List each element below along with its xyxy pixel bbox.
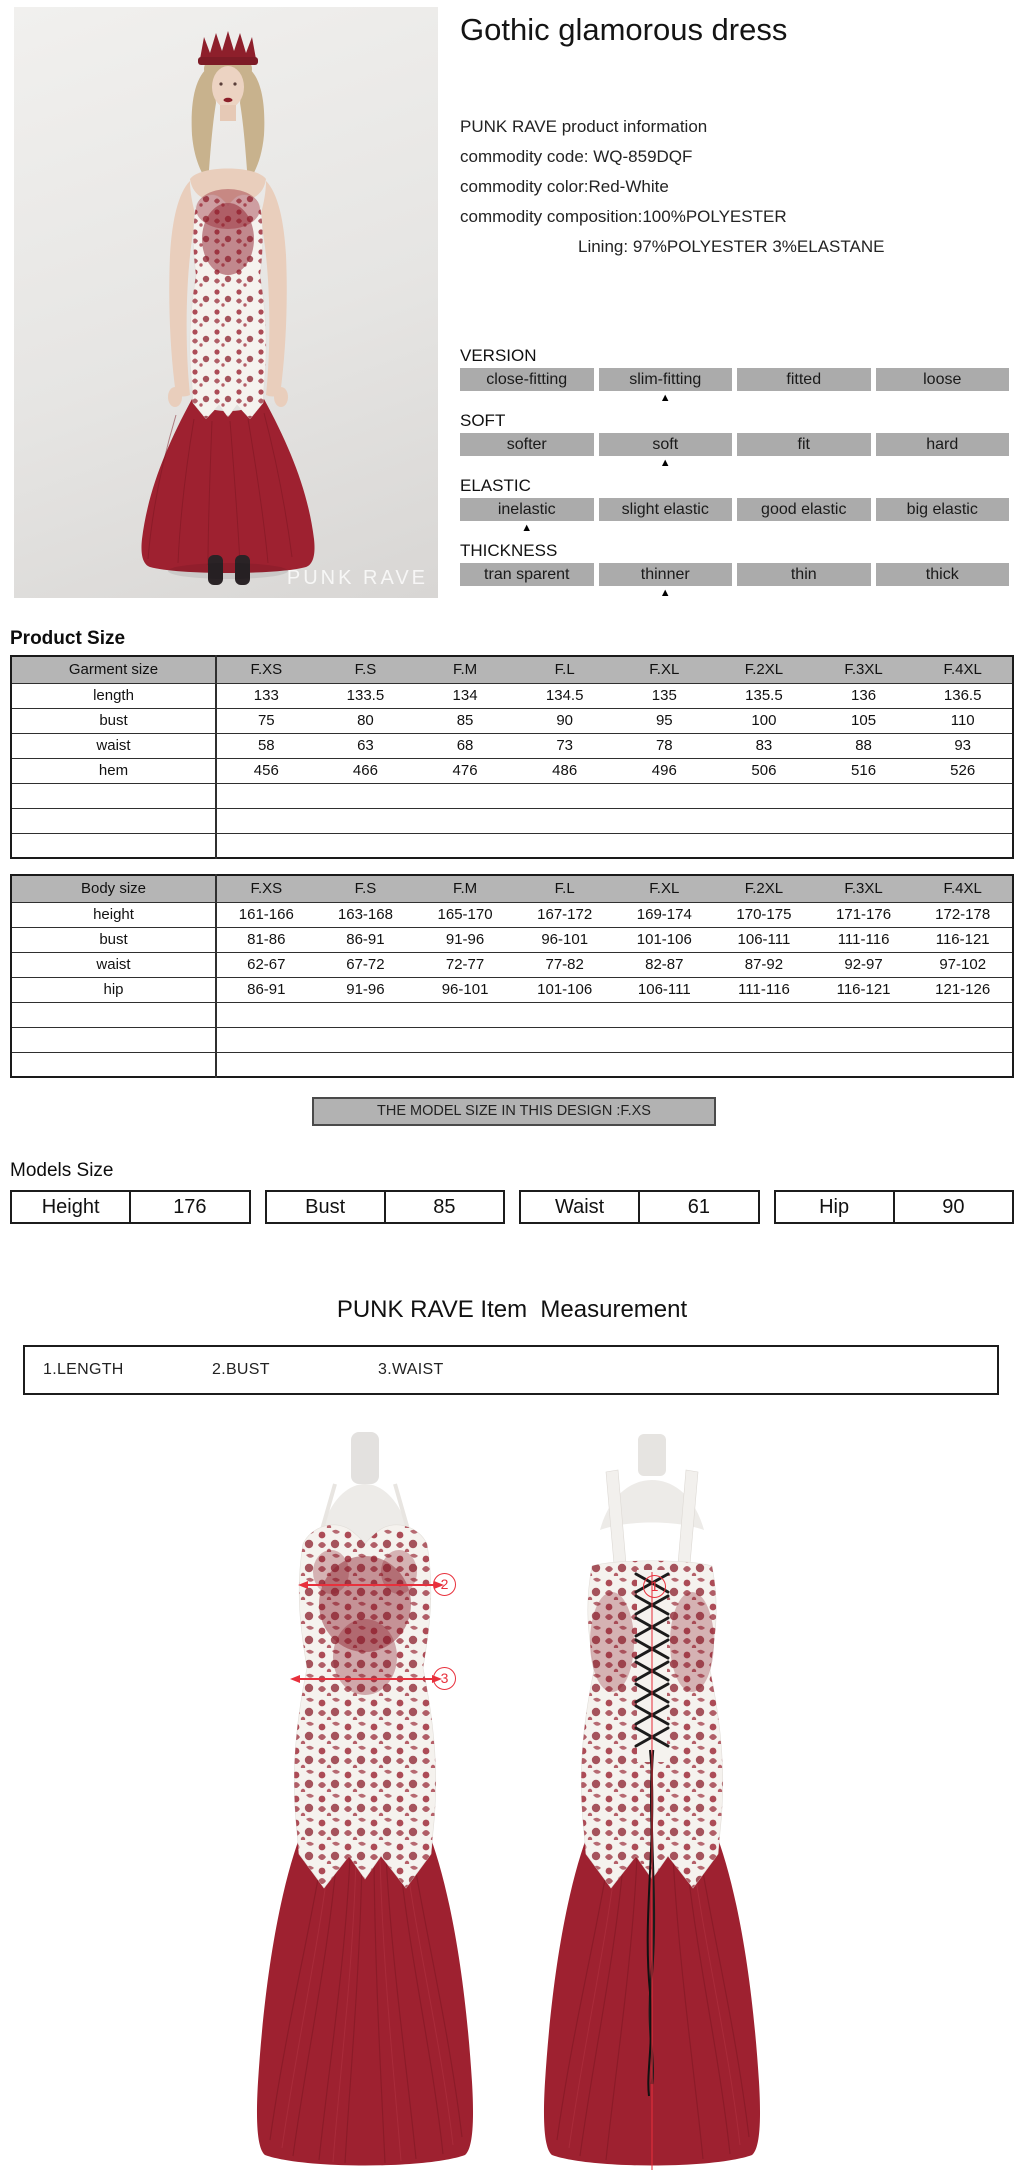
- table-cell: 95: [615, 708, 715, 733]
- column-header: F.S: [316, 875, 416, 902]
- table-cell: [11, 1002, 216, 1027]
- models-size-value: 85: [384, 1192, 503, 1222]
- column-header: F.4XL: [913, 656, 1013, 683]
- table-cell: 78: [615, 733, 715, 758]
- table-cell: 58: [216, 733, 316, 758]
- table-cell: 133.5: [316, 683, 416, 708]
- models-size-value: 61: [638, 1192, 757, 1222]
- marker-slot: [876, 391, 1010, 406]
- column-header: F.S: [316, 656, 416, 683]
- table-row: [11, 927, 1013, 952]
- model-photo: [14, 7, 438, 598]
- table-cell: [11, 1052, 216, 1077]
- attribute-group-thickness: [460, 541, 1009, 601]
- product-info-lines: [460, 142, 884, 262]
- attribute-option: slim-fitting: [599, 368, 733, 391]
- info-value: WQ-859DQF: [593, 147, 693, 166]
- table-cell: 456: [216, 758, 316, 783]
- column-header: F.M: [415, 656, 515, 683]
- row-label: length: [11, 683, 216, 708]
- column-header: F.3XL: [814, 656, 914, 683]
- table-cell: [216, 808, 1013, 833]
- column-header: F.L: [515, 656, 615, 683]
- table-cell: 83: [714, 733, 814, 758]
- attribute-scales: [460, 346, 1009, 606]
- table-cell: 81-86: [216, 927, 316, 952]
- table-body: [11, 683, 1013, 858]
- column-header: Garment size: [11, 656, 216, 683]
- table-cell: 86-91: [316, 927, 416, 952]
- table-cell: 135.5: [714, 683, 814, 708]
- attribute-group-version: [460, 346, 1009, 406]
- models-size-value: 176: [129, 1192, 248, 1222]
- models-size-label: Hip: [819, 1196, 850, 1218]
- info-label: commodity composition:: [460, 207, 643, 226]
- column-header: F.L: [515, 875, 615, 902]
- table-body: [11, 902, 1013, 1077]
- marker-slot: [737, 391, 871, 406]
- table-cell: [11, 783, 216, 808]
- table-row: [11, 683, 1013, 708]
- table-cell: [11, 1027, 216, 1052]
- info-label: commodity color:: [460, 177, 589, 196]
- table-cell: 62-67: [216, 952, 316, 977]
- marker-slot: [876, 456, 1010, 471]
- table-cell: 73: [515, 733, 615, 758]
- callout-back-lacing: 1: [643, 1575, 666, 1598]
- selected-marker-icon: ▲: [659, 587, 671, 599]
- table-cell: 82-87: [615, 952, 715, 977]
- column-header: F.2XL: [714, 656, 814, 683]
- table-cell: 75: [216, 708, 316, 733]
- marker-slot: [876, 521, 1010, 536]
- garment-size-table: [10, 655, 1014, 859]
- callout-waist: 3: [433, 1667, 456, 1690]
- info-value: Red-White: [588, 177, 669, 196]
- table-cell: 92-97: [814, 952, 914, 977]
- table-empty-row: [11, 783, 1013, 808]
- models-size-heading: Models Size: [10, 1160, 114, 1181]
- dress-back-view: [472, 1432, 832, 2176]
- table-cell: [11, 808, 216, 833]
- attribute-option: soft: [599, 433, 733, 456]
- table-cell: 506: [714, 758, 814, 783]
- row-label: bust: [11, 927, 216, 952]
- table-header: [11, 656, 1013, 683]
- column-header: F.2XL: [714, 875, 814, 902]
- table-cell: 135: [615, 683, 715, 708]
- attribute-options: [460, 433, 1009, 456]
- attribute-option: fit: [737, 433, 871, 456]
- table-cell: 67-72: [316, 952, 416, 977]
- table-row: [11, 733, 1013, 758]
- body-size-table: [10, 874, 1014, 1078]
- table-cell: 172-178: [913, 902, 1013, 927]
- attribute-option: slight elastic: [599, 498, 733, 521]
- attribute-name: SOFT: [460, 411, 506, 430]
- table-cell: 72-77: [415, 952, 515, 977]
- info-label: commodity code:: [460, 147, 594, 166]
- attribute-option: thick: [876, 563, 1010, 586]
- table-cell: 105: [814, 708, 914, 733]
- table-cell: 101-106: [615, 927, 715, 952]
- model-photo-image: [14, 7, 438, 598]
- marker-slot: [460, 391, 594, 406]
- attribute-option: hard: [876, 433, 1010, 456]
- table-cell: [216, 1027, 1013, 1052]
- table-cell: 91-96: [415, 927, 515, 952]
- attribute-option: tran sparent: [460, 563, 594, 586]
- row-label: hem: [11, 758, 216, 783]
- attribute-marker-row: [460, 391, 1009, 406]
- table-cell: 68: [415, 733, 515, 758]
- row-label: hip: [11, 977, 216, 1002]
- info-label: Lining:: [578, 237, 633, 256]
- table-cell: [216, 1052, 1013, 1077]
- table-header-row: [11, 875, 1013, 902]
- table-header: [11, 875, 1013, 902]
- attribute-marker-row: [460, 586, 1009, 601]
- table-cell: 97-102: [913, 952, 1013, 977]
- measurement-item: 2.BUST: [212, 1361, 270, 1378]
- table-row: [11, 902, 1013, 927]
- attribute-option: fitted: [737, 368, 871, 391]
- table-cell: 77-82: [515, 952, 615, 977]
- models-size-box-waist: [519, 1190, 760, 1224]
- table-cell: 110: [913, 708, 1013, 733]
- table-cell: 136.5: [913, 683, 1013, 708]
- table-cell: 116-121: [814, 977, 914, 1002]
- table-cell: 165-170: [415, 902, 515, 927]
- measurement-heading: PUNK RAVE Item Measurement: [336, 1296, 688, 1323]
- info-value: 100%POLYESTER: [642, 207, 787, 226]
- attribute-marker-row: [460, 456, 1009, 471]
- selected-marker-icon: ▲: [521, 522, 533, 534]
- models-size-box-hip: [774, 1190, 1015, 1224]
- product-info-line: [460, 202, 884, 232]
- table-row: [11, 952, 1013, 977]
- table-cell: 87-92: [714, 952, 814, 977]
- attribute-option: big elastic: [876, 498, 1010, 521]
- attribute-option: loose: [876, 368, 1010, 391]
- table-cell: [216, 1002, 1013, 1027]
- table-cell: 96-101: [515, 927, 615, 952]
- models-size-label: Bust: [305, 1196, 346, 1218]
- attribute-name: ELASTIC: [460, 476, 531, 495]
- table-cell: 476: [415, 758, 515, 783]
- crown: [200, 31, 256, 59]
- table-cell: 161-166: [216, 902, 316, 927]
- model-size-note: THE MODEL SIZE IN THIS DESIGN :F.XS: [312, 1097, 716, 1126]
- table-header-row: [11, 656, 1013, 683]
- selected-marker-icon: ▲: [659, 392, 671, 404]
- attribute-option: thin: [737, 563, 871, 586]
- attribute-name: VERSION: [460, 346, 537, 365]
- table-cell: 63: [316, 733, 416, 758]
- table-cell: 85: [415, 708, 515, 733]
- table-cell: 170-175: [714, 902, 814, 927]
- table-cell: 93: [913, 733, 1013, 758]
- product-info: [460, 112, 884, 262]
- table-cell: 121-126: [913, 977, 1013, 1002]
- attribute-option: good elastic: [737, 498, 871, 521]
- table-cell: 134: [415, 683, 515, 708]
- product-info-line: [460, 172, 884, 202]
- measurement-legend-box: [23, 1345, 999, 1395]
- table-empty-row: [11, 1002, 1013, 1027]
- table-cell: 116-121: [913, 927, 1013, 952]
- table-cell: 486: [515, 758, 615, 783]
- product-info-line: [460, 142, 884, 172]
- marker-slot: [737, 521, 871, 536]
- table-cell: 163-168: [316, 902, 416, 927]
- column-header: F.4XL: [913, 875, 1013, 902]
- attribute-option: thinner: [599, 563, 733, 586]
- table-row: [11, 977, 1013, 1002]
- measurement-views: [0, 1428, 1024, 2176]
- row-label: waist: [11, 733, 216, 758]
- marker-slot: [599, 521, 733, 536]
- mannequin-back: [600, 1434, 704, 1564]
- model-dress: [141, 189, 314, 585]
- attribute-option: softer: [460, 433, 594, 456]
- page-title: Gothic glamorous dress: [460, 12, 788, 47]
- column-header: F.3XL: [814, 875, 914, 902]
- attribute-name: THICKNESS: [460, 541, 558, 560]
- table-row: [11, 708, 1013, 733]
- dress-front: [257, 1525, 473, 2166]
- table-empty-row: [11, 808, 1013, 833]
- attribute-option: close-fitting: [460, 368, 594, 391]
- attribute-options: [460, 498, 1009, 521]
- table-cell: 133: [216, 683, 316, 708]
- info-value: 97%POLYESTER 3%ELASTANE: [632, 237, 885, 256]
- table-cell: 88: [814, 733, 914, 758]
- product-info-line: [578, 232, 884, 262]
- punk-rave-watermark: PUNK RAVE: [286, 567, 428, 589]
- models-size-row: [10, 1190, 1014, 1224]
- product-info-heading: PUNK RAVE product information: [460, 117, 708, 136]
- marker-slot: [460, 456, 594, 471]
- measurement-item: 3.WAIST: [378, 1361, 444, 1378]
- attribute-marker-row: [460, 521, 1009, 536]
- table-cell: 171-176: [814, 902, 914, 927]
- column-header: F.XL: [615, 656, 715, 683]
- attribute-options: [460, 563, 1009, 586]
- attribute-group-elastic: [460, 476, 1009, 536]
- attribute-option: inelastic: [460, 498, 594, 521]
- models-size-value: 90: [893, 1192, 1012, 1222]
- table-cell: 516: [814, 758, 914, 783]
- table-cell: 101-106: [515, 977, 615, 1002]
- marker-slot: [737, 586, 871, 601]
- table-cell: 134.5: [515, 683, 615, 708]
- table-cell: 106-111: [714, 927, 814, 952]
- attribute-options: [460, 368, 1009, 391]
- table-cell: 96-101: [415, 977, 515, 1002]
- row-label: waist: [11, 952, 216, 977]
- callout-bust: 2: [433, 1573, 456, 1596]
- column-header: F.XL: [615, 875, 715, 902]
- table-cell: 100: [714, 708, 814, 733]
- models-size-label: Height: [41, 1196, 100, 1218]
- models-size-label: Waist: [554, 1196, 605, 1218]
- table-cell: 496: [615, 758, 715, 783]
- marker-slot: [876, 586, 1010, 601]
- table-empty-row: [11, 1027, 1013, 1052]
- table-cell: 136: [814, 683, 914, 708]
- marker-slot: [737, 456, 871, 471]
- row-label: height: [11, 902, 216, 927]
- table-row: [11, 758, 1013, 783]
- table-cell: 169-174: [615, 902, 715, 927]
- table-cell: 111-116: [814, 927, 914, 952]
- column-header: F.XS: [216, 656, 316, 683]
- table-cell: 91-96: [316, 977, 416, 1002]
- measurement-item: 1.LENGTH: [43, 1361, 124, 1378]
- table-cell: 526: [913, 758, 1013, 783]
- marker-slot: [460, 586, 594, 601]
- attribute-group-soft: [460, 411, 1009, 471]
- column-header: F.M: [415, 875, 515, 902]
- row-label: bust: [11, 708, 216, 733]
- selected-marker-icon: ▲: [659, 457, 671, 469]
- table-cell: 167-172: [515, 902, 615, 927]
- table-cell: [11, 833, 216, 858]
- table-cell: [216, 833, 1013, 858]
- table-cell: 90: [515, 708, 615, 733]
- column-header: F.XS: [216, 875, 316, 902]
- column-header: Body size: [11, 875, 216, 902]
- product-size-heading: Product Size: [10, 628, 126, 649]
- table-cell: 86-91: [216, 977, 316, 1002]
- table-cell: 80: [316, 708, 416, 733]
- table-empty-row: [11, 833, 1013, 858]
- models-size-box-bust: [265, 1190, 506, 1224]
- table-cell: 111-116: [714, 977, 814, 1002]
- table-empty-row: [11, 1052, 1013, 1077]
- models-size-box-height: [10, 1190, 251, 1224]
- table-cell: [216, 783, 1013, 808]
- table-cell: 466: [316, 758, 416, 783]
- table-cell: 106-111: [615, 977, 715, 1002]
